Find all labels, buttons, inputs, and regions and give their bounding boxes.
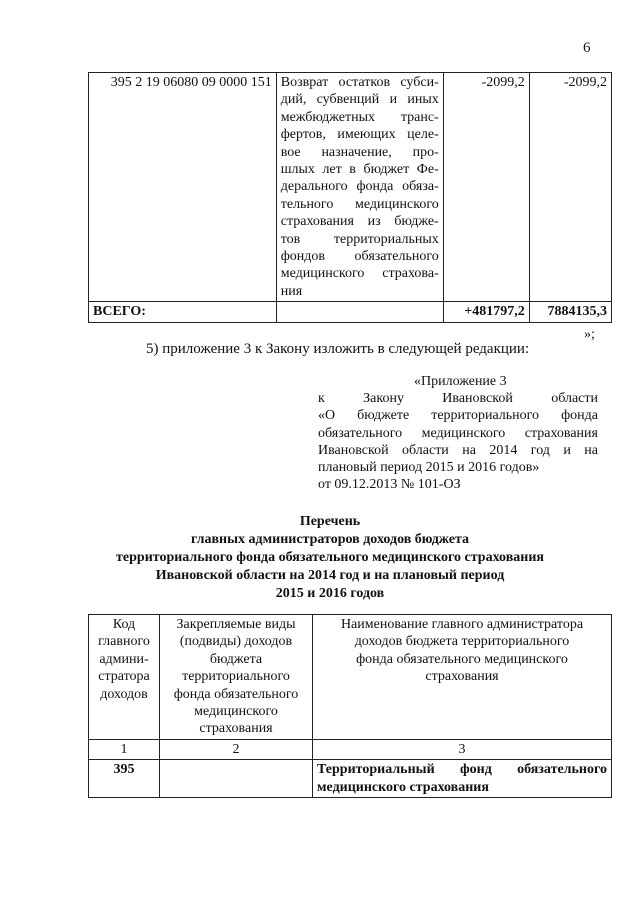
name-line: дерального фонда обяза- <box>280 179 439 195</box>
header-line: Код <box>112 617 136 632</box>
header-admin-name <box>313 615 612 740</box>
header-line: стратора <box>98 669 150 685</box>
appendix-line: плановый период 2015 и 2016 годов» <box>318 460 540 476</box>
empty-cell <box>276 302 443 322</box>
name-line: вое назначение, про- <box>280 144 439 160</box>
appendix-line: «О бюджете территориального фонда <box>318 408 598 424</box>
budget-item-name <box>276 73 443 302</box>
budget-code: 395 2 19 06080 09 0000 151 <box>89 73 277 302</box>
name-line: Возврат остатков субси- <box>280 75 439 90</box>
title-line: Ивановской области на 2014 год и на плановый период <box>155 568 505 583</box>
title-line: главных администраторов доходов бюджета <box>190 532 470 547</box>
header-line: доходов бюджета территориального <box>354 634 570 650</box>
closing-quote: »; <box>584 327 595 342</box>
total-row <box>89 302 612 322</box>
name-line: фондов обязательного <box>280 249 439 265</box>
income-type <box>160 760 313 798</box>
admin-name-line: Территориальный фонд обязательного <box>317 762 607 778</box>
appendix-header <box>318 373 598 493</box>
header-row <box>89 615 612 740</box>
column-number-row <box>89 739 612 759</box>
table-row <box>89 760 612 798</box>
header-line: (подвиды) доходов <box>179 634 293 650</box>
appendix-line: Ивановской области на 2014 год и на <box>318 442 598 458</box>
name-line: фертов, имеющих целе- <box>280 127 439 143</box>
table-row <box>89 73 612 302</box>
header-line: доходов <box>100 686 148 702</box>
header-line: бюджета <box>209 651 263 667</box>
name-line: дий, субвенций и иных <box>280 92 439 108</box>
title-line: территориального фонда обязательного медицинского страхования <box>116 550 544 565</box>
name-line: тов территориальных <box>280 231 439 247</box>
column-number: 1 <box>89 739 160 759</box>
value-total: -2099,2 <box>529 73 611 302</box>
appendix-line: обязательного медицинского страхования <box>318 425 598 441</box>
header-line: Наименование главного администратора <box>340 617 584 632</box>
header-line: медицинского <box>194 704 278 720</box>
list-title <box>70 513 590 603</box>
administrators-table <box>88 614 612 798</box>
name-line: ния <box>280 283 303 299</box>
total-value-2014: +481797,2 <box>443 302 529 322</box>
name-line: межбюджетных транс- <box>280 109 439 125</box>
appendix-line: к Закону Ивановской области <box>318 391 598 407</box>
budget-return-table <box>88 72 612 323</box>
header-line: главного <box>98 634 150 650</box>
header-line: фонда обязательного <box>173 686 299 702</box>
page-number: 6 <box>583 40 591 56</box>
title-line: 2015 и 2016 годов <box>275 586 385 601</box>
total-label: ВСЕГО: <box>89 302 277 322</box>
admin-code: 395 <box>89 760 160 798</box>
header-line: страхования <box>425 669 499 685</box>
appendix-line: «Приложение 3 <box>414 374 507 389</box>
header-income-types <box>160 615 313 740</box>
name-line: тельного медицинского <box>280 196 439 212</box>
value-2014: -2099,2 <box>443 73 529 302</box>
header-line: админи- <box>99 651 149 667</box>
column-number: 3 <box>313 739 612 759</box>
name-line: шлых лет в бюджет Фе- <box>280 162 439 178</box>
admin-name-line: медицинского страхования <box>317 779 489 795</box>
name-line: медицинского страхова- <box>280 266 439 282</box>
name-line: страхования из бюдже- <box>280 214 439 230</box>
total-value: 7884135,3 <box>529 302 611 322</box>
section-5-text: 5) приложение 3 к Закону изложить в следующей редакции: <box>146 341 530 357</box>
header-line: Закрепляемые виды <box>176 617 296 632</box>
title-line: Перечень <box>299 514 361 529</box>
header-line: фонда обязательного медицинского <box>356 651 568 667</box>
admin-name <box>313 760 612 798</box>
header-line: территориального <box>182 669 290 685</box>
header-admin-code <box>89 615 160 740</box>
header-line: страхования <box>199 721 273 737</box>
column-number: 2 <box>160 739 313 759</box>
appendix-line: от 09.12.2013 № 101-ОЗ <box>318 477 461 493</box>
